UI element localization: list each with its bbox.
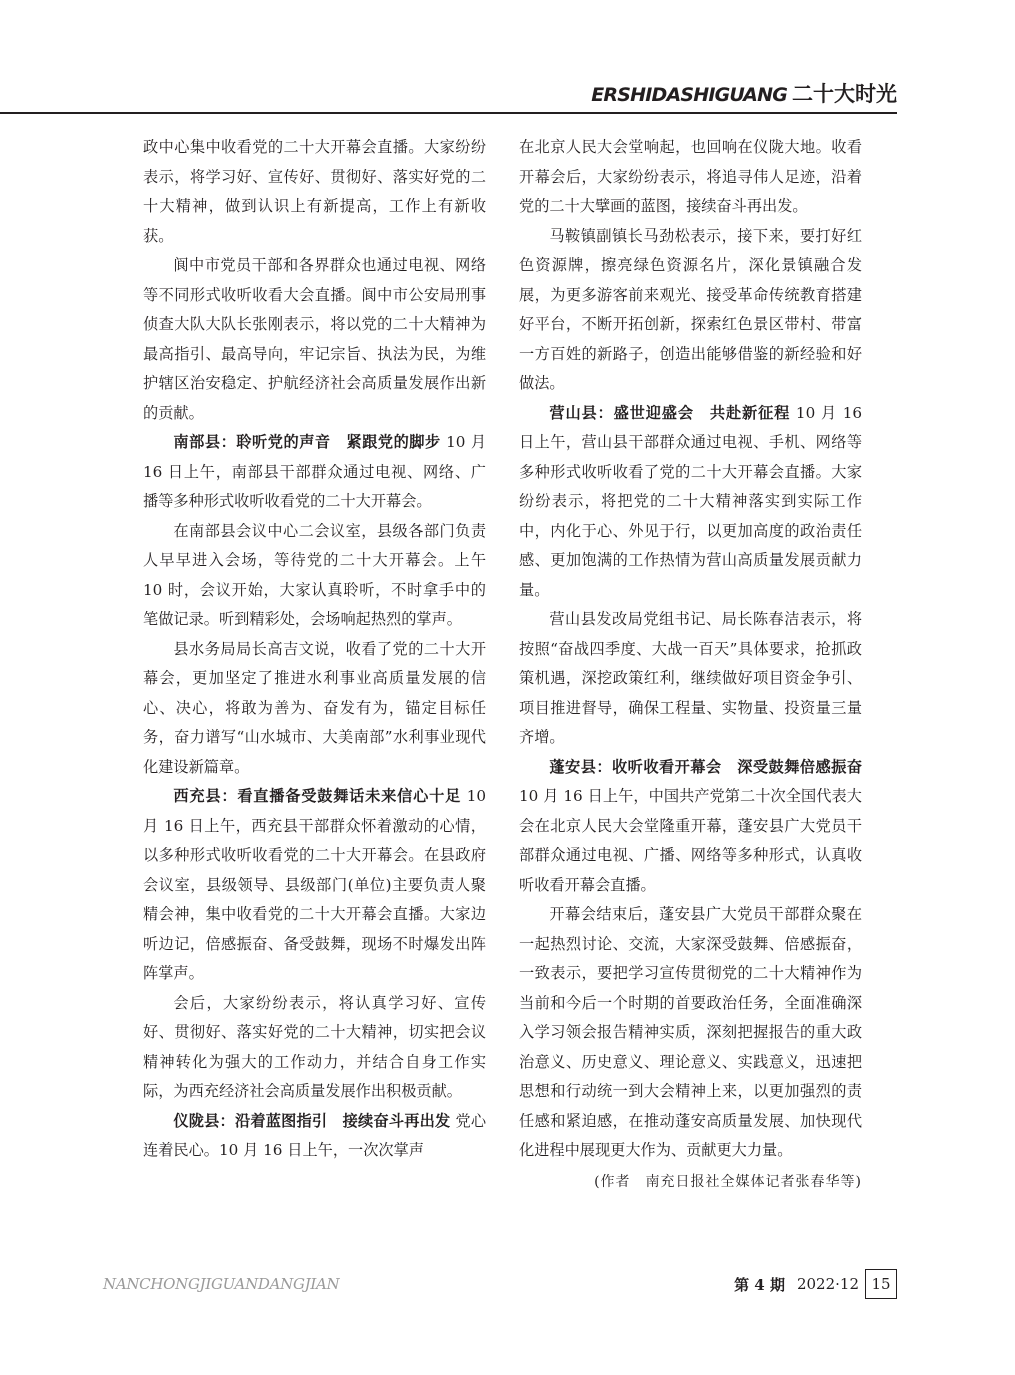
paragraph-text: 党心连着民心。10 月 16 日上午，一次次掌声 bbox=[143, 1111, 487, 1159]
paragraph-text: 政中心集中收看党的二十大开幕会直播。大家纷纷表示，将学习好、宣传好、贯彻好、落实好党的二十大精神，做到认识上有新提高，工作上有新收获。 bbox=[143, 138, 486, 245]
section-heading: 营山县：盛世迎盛会 共赴新征程 bbox=[549, 403, 791, 422]
section-paragraph bbox=[143, 428, 486, 517]
left-column bbox=[143, 133, 486, 1166]
paragraph-text: 马鞍镇副镇长马劲松表示，接下来，要打好红色资源牌，擦亮绿色资源名片，深化景镇融合发展，为更多游客前来观光、接受革命传统教育搭建好平台，不断开拓创新，探索红色景区带村、带富一方百姓的新路子，创造出能够借鉴的新经验和好做法。 bbox=[519, 226, 862, 392]
paragraph bbox=[519, 900, 862, 1166]
paragraph bbox=[143, 517, 486, 635]
paragraph bbox=[519, 222, 862, 399]
footer-issue: 第 4 期 bbox=[734, 1275, 785, 1294]
paragraph bbox=[143, 635, 486, 783]
paragraph-text: 在北京人民大会堂响起，也回响在仪陇大地。收看开幕会后，大家纷纷表示，将追寻伟人足迹，沿着党的二十大擘画的蓝图，接续奋斗再出发。 bbox=[519, 138, 862, 215]
section-paragraph bbox=[143, 782, 486, 989]
header-title-cn: 二十大时光 bbox=[792, 82, 897, 106]
footer-issue-info bbox=[734, 1269, 897, 1299]
paragraph-continued bbox=[143, 133, 486, 251]
section-heading: 仪陇县：沿着蓝图指引 接续奋斗再出发 bbox=[173, 1111, 451, 1130]
right-column bbox=[519, 133, 862, 1197]
paragraph-text: 县水务局局长高吉文说，收看了党的二十大开幕会，更加坚定了推进水利事业高质量发展的信心、决心，将敢为善为、奋发有为，锚定目标任务，奋力谱写“山水城市、大美南部”水利事业现代化建设新篇章。 bbox=[143, 639, 486, 776]
paragraph-text: 阆中市党员干部和各界群众也通过电视、网络等不同形式收听收看大会直播。阆中市公安局刑事侦查大队大队长张刚表示，将以党的二十大精神为最高指引、最高导向，牢记宗旨、执法为民，为维护辖区治安稳定、护航经济社会高质量发展作出新的贡献。 bbox=[143, 256, 486, 422]
paragraph-text: 开幕会结束后，蓬安县广大党员干部群众聚在一起热烈讨论、交流，大家深受鼓舞、倍感振奋，一致表示，要把学习宣传贯彻党的二十大精神作为当前和今后一个时期的首要政治任务，全面准确深入学习领会报告精神实质，深刻把握报告的重大政治意义、历史意义、理论意义、实践意义，迅速把思想和行动统一到大会精神上来，以更加强烈的责任感和紧迫感，在推动蓬安高质量发展、加快现代化进程中展现更大作为、贡献更大力量。 bbox=[519, 905, 862, 1159]
section-heading: 南部县：聆听党的声音 紧跟党的脚步 bbox=[173, 433, 441, 451]
paragraph-continued bbox=[519, 133, 862, 222]
author-byline: (作者 南充日报社全媒体记者张春华等) bbox=[594, 1173, 862, 1190]
paragraph bbox=[143, 989, 486, 1107]
footer-journal-name: NANCHONGJIGUANDANGJIAN bbox=[103, 1275, 340, 1293]
paragraph-text: 10 月 16 日上午，南部县干部群众通过电视、网络、广播等多种形式收听收看党的二十大开幕会。 bbox=[143, 433, 487, 510]
section-paragraph bbox=[519, 399, 862, 606]
paragraph-text: 10 月 16 日上午，营山县干部群众通过电视、手机、网络等多种形式收听收看了党的二十大开幕会直播。大家纷纷表示，将把党的二十大精神落实到实际工作中，内化于心、外见于行，以更加高度的政治责任感、更加饱满的工作热情为营山高质量发展贡献力量。 bbox=[519, 403, 863, 599]
paragraph bbox=[519, 605, 862, 753]
paragraph bbox=[143, 251, 486, 428]
paragraph-text: 10 月 16 日上午，西充县干部群众怀着激动的心情，以多种形式收听收看党的二十大开幕会。在县政府会议室，县级领导、县级部门(单位)主要负责人聚精会神，集中收看党的二十大开幕会直播。大家边听边记，倍感振奋、备受鼓舞，现场不时爆发出阵阵掌声。 bbox=[143, 787, 487, 982]
section-paragraph bbox=[519, 753, 862, 901]
section-heading: 蓬安县：收听收看开幕会 深受鼓舞倍感振奋 bbox=[549, 757, 862, 776]
paragraph-text: 在南部县会议中心二会议室，县级各部门负责人早早进入会场，等待党的二十大开幕会。上午 10 时，会议开始，大家认真聆听，不时拿手中的笔做记录。听到精彩处，会场响起热烈的掌声。 bbox=[143, 521, 486, 628]
footer-date: 2022·12 bbox=[796, 1275, 859, 1293]
running-header bbox=[0, 78, 897, 114]
section-heading: 西充县：看直播备受鼓舞话未来信心十足 bbox=[173, 787, 462, 805]
section-paragraph bbox=[143, 1107, 486, 1166]
paragraph-text: 10 月 16 日上午，中国共产党第二十次全国代表大会在北京人民大会堂隆重开幕，蓬安县广大党员干部群众通过电视、广播、网络等多种形式，认真收听收看开幕会直播。 bbox=[519, 787, 862, 894]
paragraph-text: 会后，大家纷纷表示，将认真学习好、宣传好、贯彻好、落实好党的二十大精神，切实把会议精神转化为强大的工作动力，并结合自身工作实际，为西充经济社会高质量发展作出积极贡献。 bbox=[143, 993, 486, 1100]
header-title-en: ERSHIDASHIGUANG bbox=[591, 84, 787, 106]
page-number: 15 bbox=[865, 1269, 897, 1299]
paragraph-text: 营山县发改局党组书记、局长陈春洁表示，将按照“奋战四季度、大战一百天”具体要求，抢抓政策机遇，深挖政策红利，继续做好项目资金争引、项目推进督导，确保工程量、实物量、投资量三量齐增。 bbox=[519, 610, 862, 746]
